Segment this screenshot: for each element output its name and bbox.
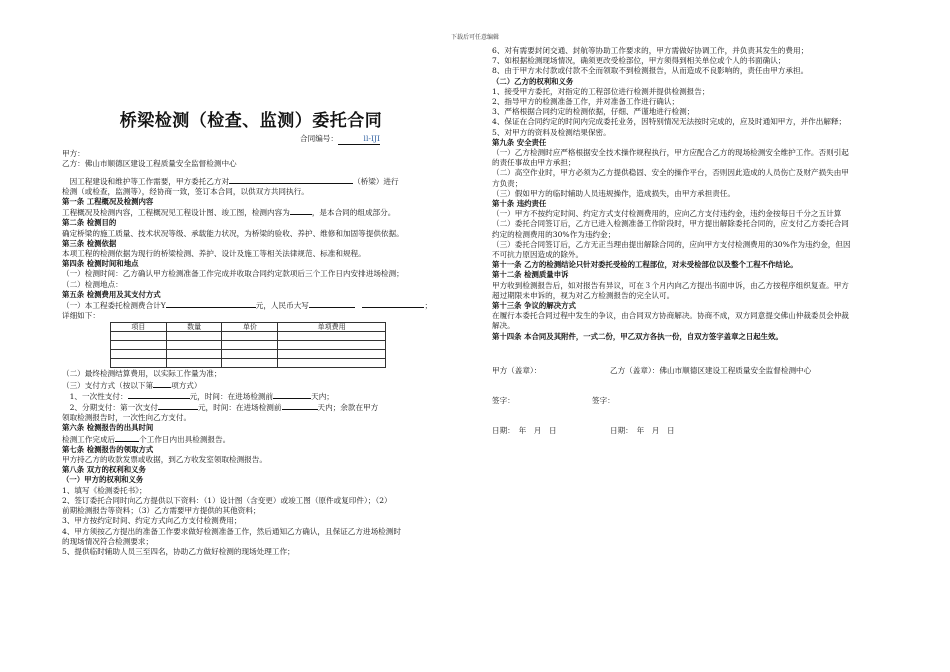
section-5-line-5 — [62, 391, 440, 402]
intro-text-b: （桥梁）进行 — [353, 176, 399, 186]
party-b-duty-5: 5、对甲方的资料及检测结果保密。 — [492, 127, 611, 137]
lump-sum-time: 元，时间：在进场检测前 — [189, 391, 274, 401]
party-a-signature-label: 签字： — [492, 396, 515, 406]
party-b-duty-2: 2、指导甲方的检测准备工作，并对准备工作进行确认； — [492, 97, 680, 107]
section-5-line-1 — [62, 300, 440, 311]
section-5-title: 第五条 检测费用及其支付方式 — [62, 289, 161, 299]
party-a-duties-heading: （一）甲方的权利和义务 — [62, 475, 144, 485]
fee-table-header-row — [111, 323, 386, 332]
section-12-title: 第十二条 检测质量申诉 — [492, 270, 569, 280]
section-9-line-2: （二）高空作业时，甲方必须为乙方提供稳固、安全的操作平台，否则因此造成的人员伤亡及财产损失由甲 — [492, 168, 849, 178]
contract-number-label: 合同编号： — [300, 134, 338, 143]
fee-cell — [278, 332, 386, 341]
fee-cell — [166, 341, 222, 350]
section-8-title: 第八条 双方的权利和义务 — [62, 465, 146, 475]
installment-days: 天内；余款在甲方 — [317, 403, 379, 413]
section-5-line-4 — [62, 380, 440, 391]
section-5-line-7: 领取检测报告时，一次性向乙方支付。 — [62, 413, 192, 423]
party-a-duty-8: 8、由于甲方未付款或付款不全而领取不到检测报告，从而造成不良影响的，责任由甲方承担。 — [492, 66, 809, 76]
party-b-duties-heading: （二）乙方的权利和义务 — [492, 76, 574, 86]
contract-number — [62, 134, 440, 145]
party-a-duty-3: 3、甲方按约定时间、约定方式向乙方支付检测费用； — [62, 516, 242, 526]
right-column — [492, 46, 892, 437]
fee-cell — [222, 350, 278, 359]
section-13-line-1: 在履行本委托合同过程中发生的争议，由合同双方协商解决。协商不成，双方同意提交佛山仲裁委员会仲裁 — [492, 311, 849, 321]
table-row — [111, 332, 386, 341]
party-b-duty-1: 1、接受甲方委托，对指定的工程部位进行检测并提供检测报告； — [492, 86, 710, 96]
party-b-line: 乙方：佛山市顺德区建设工程质量安全监督检测中心 — [62, 159, 237, 169]
section-3-title: 第三条 检测依据 — [62, 238, 117, 248]
party-b-duty-4: 4、保证在合同约定的时间内完成委托业务，因特别情况无法按时完成的，应及时通知甲方，并作出解释； — [492, 117, 847, 127]
section-5-line-3: （二）最终检测结算费用，以实际工作量为准； — [62, 369, 222, 379]
fee-cell — [111, 350, 167, 359]
section-6-title: 第六条 检测报告的出具时间 — [62, 423, 154, 433]
payment-method-blank — [153, 380, 171, 388]
section-5-line-2: 详细如下： — [62, 311, 100, 321]
fee-cell — [222, 332, 278, 341]
party-a-duty-1: 1、填写《检测委托书》； — [62, 485, 147, 495]
lump-sum-blank — [128, 391, 190, 399]
fee-total-blank — [166, 300, 256, 308]
section-10-line-3: （三）委托合同签订后，乙方无正当理由提出解除合同的，应向甲方支付检测费用的30%作为违约金，但因 — [492, 239, 851, 249]
section-13-title: 第十三条 争议的解决方式 — [492, 301, 576, 311]
fee-total-label: （一）本工程委托检测费合计Y — [62, 301, 166, 311]
fee-cell — [111, 341, 167, 350]
section-4-line-2: （二）检测地点： — [62, 279, 123, 289]
party-b-date-label: 日期： 年 月 日 — [610, 426, 675, 436]
section-6-body — [62, 434, 440, 445]
intro-text-a: 因工程建设和维护等工作需要，甲方委托乙方对 — [69, 176, 230, 186]
section-12-line-1-cont: 超过期限未申诉的，视为对乙方检测报告的完全认可。 — [492, 290, 675, 300]
report-days-suffix: 个工作日内出具检测报告。 — [139, 434, 231, 444]
party-a-duty-4: 4、甲方须按乙方提出的准备工作要求做好检测准备工作，然后通知乙方确认，且保证乙方进场检测时 — [62, 526, 401, 536]
report-days-label: 检测工作完成后 — [62, 434, 116, 444]
fee-capital-blank-1 — [309, 300, 355, 308]
party-a-duty-6: 6、对有需要封闭交通、封航等协助工作要求的，甲方需做好协调工作，并负责其发生的费用； — [492, 46, 809, 55]
lump-sum-days: 天内； — [311, 391, 334, 401]
section-9-line-1-cont: 的责任事故由甲方承担； — [492, 158, 576, 168]
party-b-seal-label: 乙方（盖章）：佛山市顺德区建设工程质量安全监督检测中心 — [610, 365, 812, 375]
section-9-line-1: （一）乙方检测时应严格根据安全技术操作规程执行，甲方应配合乙方的现场检测安全维护工作。否则引起 — [492, 148, 849, 158]
fee-table-header: 单项费用 — [278, 323, 386, 332]
section-7-title: 第七条 检测报告的领取方式 — [62, 444, 154, 454]
fee-cell — [166, 359, 222, 368]
intro-line-1 — [62, 176, 440, 187]
fee-cell — [222, 341, 278, 350]
table-row — [111, 341, 386, 350]
section-4-line-1: （一）检测时间：乙方确认甲方检测准备工作完成并收取合同约定款项后三个工作日内安排进场检测； — [62, 269, 404, 279]
fee-cell — [111, 359, 167, 368]
signature-row — [492, 396, 892, 406]
section-2-body: 确定桥梁的施工质量、技术状况等级、承载能力状况，为桥梁的验收、养护、维修和加固等提供依据。 — [62, 228, 404, 238]
party-a-duty-2-cont: 前期检测报告等资料；（3）乙方需要甲方提供的其他资料； — [62, 506, 261, 516]
date-row — [492, 426, 892, 436]
fee-table-header: 数量 — [166, 323, 222, 332]
contract-title: 桥梁检测（检查、监测）委托合同 — [119, 111, 383, 131]
party-b-duty-3: 3、严格根据合同约定的检测依据，仔细、严谨地进行检测； — [492, 107, 695, 117]
lump-sum-days-blank — [273, 391, 311, 399]
section-9-title: 第九条 安全责任 — [492, 137, 547, 147]
party-a-seal-label: 甲方（盖章）： — [492, 365, 542, 375]
section-14-title: 第十四条 本合同及其附件，一式二份，甲乙双方各执一份，自双方签字盖章之日起生效。 — [492, 331, 783, 341]
section-1-body-a: 工程概况及检测内容，工程概况见工程设计图、竣工图，检测内容为 — [62, 208, 290, 218]
party-a-duty-2: 2、签订委托合同时向乙方提供以下资料：（1）设计图（含变更）或竣工图（原件或复印件）；（2） — [62, 495, 392, 505]
party-a-duty-7: 7、如根据检测现场情况，确须更改受检部位，甲方须得到相关单位或个人的书面确认； — [492, 56, 786, 66]
party-a-line: 甲方： — [62, 149, 85, 159]
fee-cell — [222, 359, 278, 368]
section-1-body — [62, 207, 440, 218]
intro-line-2: 检测（或检查，监测等），经协商一致，签订本合同，以供双方共同执行。 — [62, 186, 309, 196]
installment-label: 2、分期支付：第一次支付 — [69, 403, 158, 413]
section-3-body: 本项工程的检测依据为现行的桥梁检测、养护、设计及施工等相关法律规范、标准和规程。 — [62, 249, 366, 259]
payment-method-label: （三）支付方式（按以下第 — [62, 380, 154, 390]
section-5-line-6 — [62, 402, 440, 413]
fee-cell — [111, 332, 167, 341]
section-12-line-1: 甲方收到检测报告后，如对报告有异议，可在３个月内向乙方提出书面申诉，由乙方按程序组织复查。甲方 — [492, 280, 849, 290]
fee-capital-blank-2 — [362, 300, 424, 308]
section-11-title: 第十一条 乙方的检测结论只针对委托受检的工程部位，对未受检部位以及整个工程不作结论。 — [492, 260, 798, 270]
left-column — [62, 110, 440, 557]
section-10-line-3-cont: 不可抗力原因造成的除外。 — [492, 250, 584, 260]
section-9-line-3: （三）假如甲方的临时辅助人员违规操作，造成损失，由甲方承担责任。 — [492, 188, 735, 198]
party-b-signature-label: 签字： — [592, 396, 615, 406]
fee-cell — [166, 332, 222, 341]
section-7-body: 甲方持乙方的收款发票或收据，到乙方收发室领取检测报告。 — [62, 455, 268, 465]
payment-method-suffix: 项方式） — [171, 380, 202, 390]
section-1-title: 第一条 工程概况及检测内容 — [62, 197, 154, 207]
report-days-blank — [115, 434, 139, 442]
fee-cell — [278, 359, 386, 368]
section-13-line-1-cont: 解决。 — [492, 321, 515, 331]
bridge-name-blank — [229, 176, 353, 184]
fee-cell — [166, 350, 222, 359]
section-10-line-1: （一）甲方不按约定时间、约定方式支付检测费用的，应向乙方支付违约金，违约金按每日千分之五计算 — [492, 209, 842, 219]
installment-time: 元，时间：在进场检测前 — [197, 403, 282, 413]
party-a-date-label: 日期： 年 月 日 — [492, 426, 557, 436]
fee-table — [110, 322, 386, 368]
section-10-title: 第十条 违约责任 — [492, 199, 547, 209]
table-row — [111, 359, 386, 368]
fee-table-header: 单价 — [222, 323, 278, 332]
section-1-body-b: ，是本合同的组成部分。 — [311, 208, 396, 218]
section-9-line-2-cont: 方负责； — [492, 178, 523, 188]
installment-blank — [158, 402, 198, 410]
fee-table-header: 项目 — [111, 323, 167, 332]
page-header-note: 下载后可任意编辑 — [450, 34, 499, 41]
table-row — [111, 350, 386, 359]
section-2-title: 第二条 检测目的 — [62, 218, 117, 228]
contract-number-value: ll-IJI — [338, 134, 380, 145]
lump-sum-label: 1、一次性支付： — [69, 391, 128, 401]
section-4-title: 第四条 检测时间和地点 — [62, 259, 139, 269]
fee-line-end: ； — [424, 301, 433, 311]
fee-cell — [278, 341, 386, 350]
section-10-line-2: （二）委托合同签订后，乙方已进入检测准备工作阶段时，甲方提出解除委托合同的，应支付乙方委托合同 — [492, 219, 849, 229]
installment-days-blank — [282, 402, 318, 410]
section-10-line-2-cont: 约定的检测费用的30%作为违约金； — [492, 229, 616, 239]
seal-row — [492, 366, 892, 376]
party-a-duty-4-cont: 的现场情况符合检测要求； — [62, 536, 154, 546]
party-a-duty-5: 5、提供临时辅助人员三至四名，协助乙方做好检测的现场处理工作； — [62, 546, 295, 556]
inspection-content-blank — [290, 207, 312, 215]
fee-capital-label: 元，人民币大写 — [255, 301, 309, 311]
fee-cell — [278, 350, 386, 359]
